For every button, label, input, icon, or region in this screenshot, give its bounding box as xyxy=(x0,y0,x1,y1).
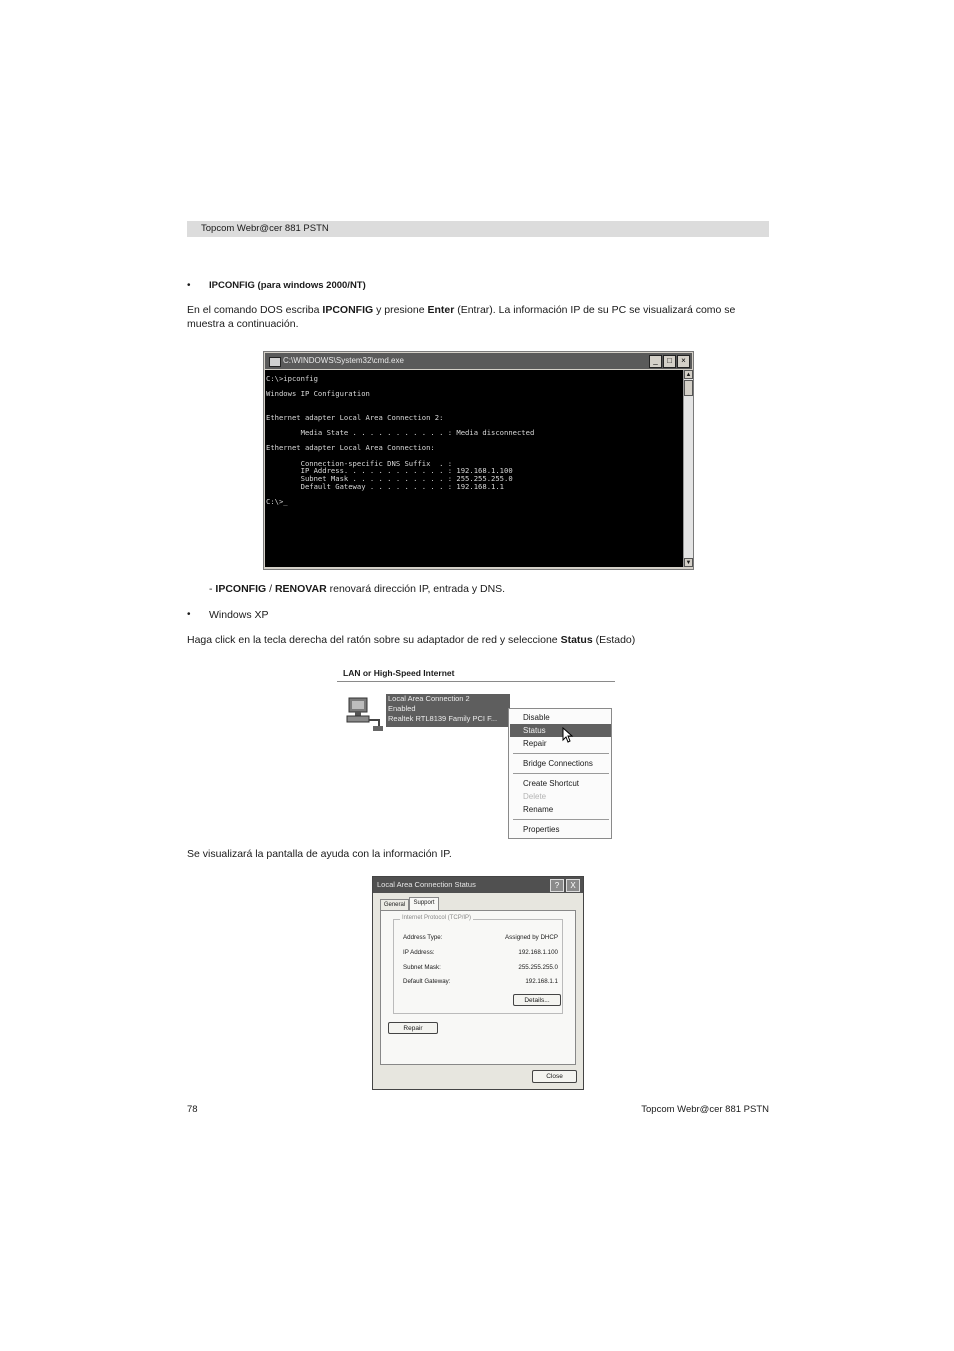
page-header-bar xyxy=(187,221,769,237)
row-default-gateway: Default Gateway: 192.168.1.1 xyxy=(403,978,558,985)
menu-item-create-shortcut[interactable]: Create Shortcut xyxy=(523,779,580,788)
cmd-window-screenshot xyxy=(263,351,694,570)
network-connection-icon xyxy=(345,696,383,732)
cmd-title-bar xyxy=(265,353,692,369)
menu-item-disable[interactable]: Disable xyxy=(523,713,550,722)
renovar-note: - IPCONFIG / RENOVAR renovará dirección IP, entrada y DNS. xyxy=(209,583,506,595)
menu-separator xyxy=(513,819,609,820)
row-subnet-mask: Subnet Mask: 255.255.255.0 xyxy=(403,964,558,971)
minimize-icon[interactable]: _ xyxy=(649,355,662,368)
menu-item-bridge-connections[interactable]: Bridge Connections xyxy=(523,759,593,768)
tcpip-group-label: Internet Protocol (TCP/IP) xyxy=(402,915,472,921)
repair-button[interactable]: Repair xyxy=(388,1022,438,1034)
lan-section-heading: LAN or High-Speed Internet xyxy=(343,668,455,678)
section-heading-ipconfig: IPCONFIG (para windows 2000/NT) xyxy=(209,280,366,291)
help-icon[interactable]: ? xyxy=(550,879,564,892)
cmd-scrollbar[interactable] xyxy=(683,370,693,567)
footer-title: Topcom Webr@cer 881 PSTN xyxy=(641,1104,769,1115)
maximize-icon[interactable]: □ xyxy=(663,355,676,368)
close-icon[interactable]: × xyxy=(677,355,690,368)
lan-connection-name: Local Area Connection 2 xyxy=(388,694,470,703)
row-ip-address: IP Address: 192.168.1.100 xyxy=(403,949,558,956)
tab-general[interactable]: General xyxy=(380,899,409,910)
page-number: 78 xyxy=(187,1104,198,1115)
context-menu xyxy=(508,708,612,839)
tcpip-group xyxy=(393,915,563,1014)
menu-item-delete: Delete xyxy=(523,792,547,801)
scroll-down-icon[interactable]: ▼ xyxy=(685,560,692,566)
bullet: • xyxy=(187,609,191,620)
dialog-title-bar xyxy=(373,877,583,893)
row-address-type: Address Type: Assigned by DHCP xyxy=(403,934,558,941)
lan-connection-adapter: Realtek RTL8139 Family PCI F... xyxy=(388,713,498,723)
page-header-title: Topcom Webr@cer 881 PSTN xyxy=(201,223,329,234)
mouse-cursor-icon xyxy=(562,727,574,743)
paragraph-windows-xp: Haga click en la tecla derecha del ratón sobre su adaptador de red y seleccione Status (Estado) xyxy=(187,634,636,646)
tab-support[interactable]: Support xyxy=(409,897,439,910)
bullet: • xyxy=(187,280,191,291)
lan-connection-state: Enabled xyxy=(388,703,416,713)
scroll-up-icon[interactable]: ▲ xyxy=(685,372,692,378)
details-button[interactable]: Details... xyxy=(513,994,561,1006)
cmd-title-text: C:\WINDOWS\System32\cmd.exe xyxy=(283,356,404,365)
connection-status-dialog xyxy=(372,876,584,1090)
cmd-console-output[interactable] xyxy=(265,370,683,567)
section-heading-windows-xp: Windows XP xyxy=(209,609,269,621)
close-button[interactable]: Close xyxy=(532,1070,577,1083)
close-icon[interactable]: X xyxy=(566,879,580,892)
menu-item-rename[interactable]: Rename xyxy=(523,805,554,814)
menu-item-properties[interactable]: Properties xyxy=(523,825,560,834)
paragraph-ipconfig: En el comando DOS escriba IPCONFIG y presione Enter (Entrar). La información IP de su PC se visualizará como se muestra a continuación. xyxy=(187,304,736,330)
scroll-thumb[interactable] xyxy=(684,380,693,396)
paragraph-help-screen: Se visualizará la pantalla de ayuda con la información IP. xyxy=(187,848,452,860)
cmd-console-text: C:\>ipconfig Windows IP Configuration Ethernet adapter Local Area Connection 2: Media State . . . . . . . . . . . : Media disconnected Ethernet adapter Local Area Connection: Connection-specific DNS Suffix . : IP Address. . . . . . . . . . . . : 192.168.1.100 Subnet Mask . . . . . . . . . . . : 255.255.255.0 Default Gateway . . . . . . . . . : 192.168.1.1 C:\>_ xyxy=(266,374,535,507)
menu-separator xyxy=(513,773,609,774)
dialog-title: Local Area Connection Status xyxy=(377,880,476,889)
lan-divider xyxy=(337,681,615,682)
lan-connection-selected[interactable] xyxy=(386,694,510,727)
menu-separator xyxy=(513,753,609,754)
cmd-window-icon xyxy=(269,357,281,367)
menu-item-status[interactable]: Status xyxy=(510,724,611,737)
support-tab-panel xyxy=(380,910,576,1065)
menu-item-repair[interactable]: Repair xyxy=(523,739,547,748)
